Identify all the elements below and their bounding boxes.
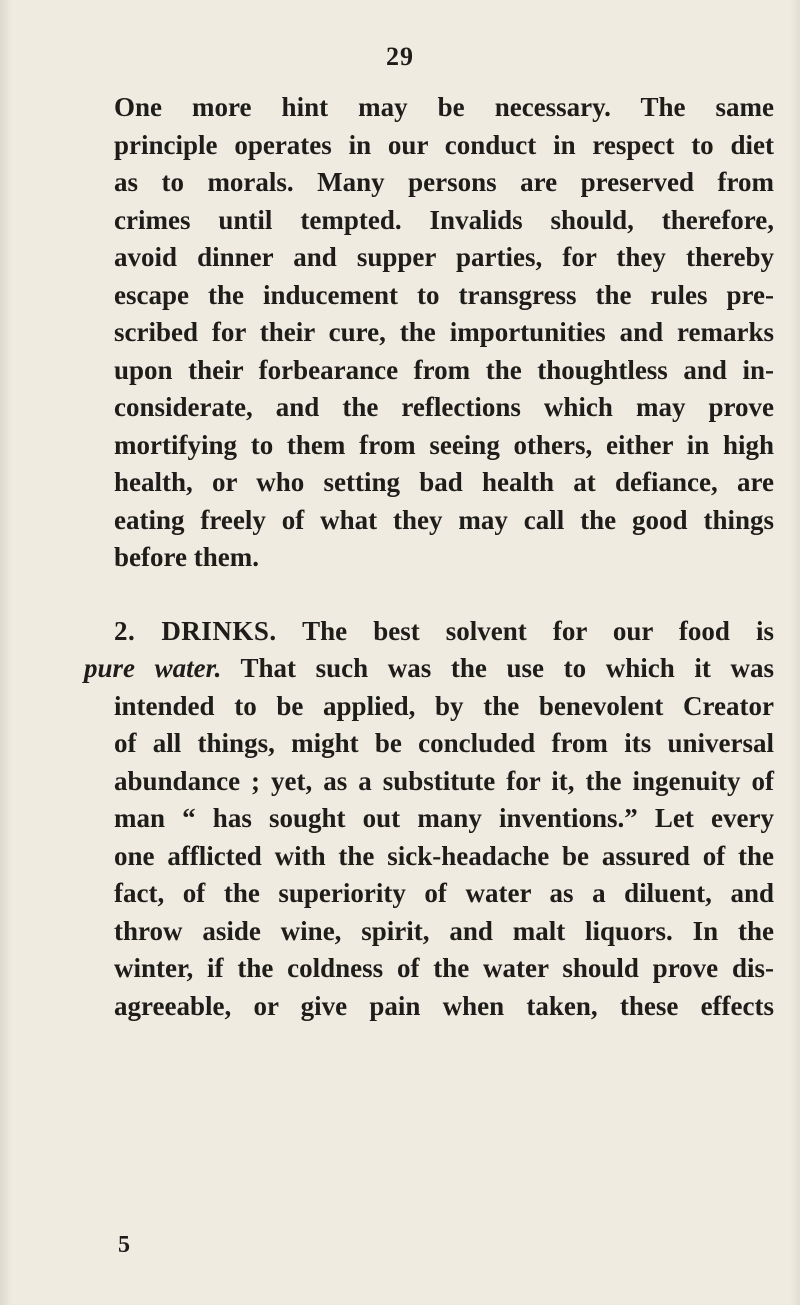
text-line: upon their forbearance from the thoughtless and in- — [114, 354, 774, 385]
text-line: One more hint may be necessary. The same — [114, 92, 774, 122]
text-line: health, or who setting bad health at defiance, are — [114, 467, 774, 497]
text-line: of all things, might be concluded from its universal — [114, 728, 774, 758]
text-line: agreeable, or give pain when taken, these effects — [114, 990, 774, 1021]
text-line: scribed for their cure, the importunities and remarks — [114, 317, 774, 347]
section-heading: DRINKS. — [161, 615, 277, 646]
paragraph-2 — [84, 613, 774, 1026]
text-line: winter, if the coldness of the water should prove dis- — [114, 953, 774, 983]
text-line: principle operates in our conduct in respect to diet — [114, 129, 774, 160]
text-line: crimes until tempted. Invalids should, therefore, — [114, 204, 774, 235]
text-line: eating freely of what they may call the good things — [114, 504, 774, 535]
text-line: throw aside wine, spirit, and malt liquors. In the — [114, 915, 774, 946]
page-edge-shadow — [790, 0, 800, 1305]
text-line: abundance ; yet, as a substitute for it, the ingenuity of — [114, 765, 774, 796]
text-line: considerate, and the reflections which may prove — [114, 392, 774, 422]
body-text — [84, 89, 774, 1025]
text-line: avoid dinner and supper parties, for they thereby — [114, 242, 774, 272]
text-line-heading — [84, 613, 774, 651]
text-line: intended to be applied, by the benevolent Creator — [114, 690, 774, 721]
text-fragment: That such was the use to which it was — [221, 653, 774, 683]
page-number: 29 — [386, 42, 414, 71]
signature-mark: 5 — [118, 1232, 130, 1258]
text-line: one afflicted with the sick-headache be assured of the — [114, 840, 774, 871]
text-line: escape the inducement to transgress the rules pre- — [114, 279, 774, 310]
text-line: before them. — [114, 542, 259, 572]
emphasis-text: pure water. — [84, 653, 222, 683]
section-number: 2. — [114, 615, 136, 646]
page-gutter-shadow — [0, 0, 12, 1305]
text-line: as to morals. Many persons are preserved from — [114, 167, 774, 197]
text-line — [84, 650, 774, 688]
text-line: mortifying to them from seeing others, either in high — [114, 429, 774, 460]
text-line: man “ has sought out many inventions.” Let every — [114, 803, 774, 833]
paragraph-1 — [84, 89, 774, 577]
text-line: fact, of the superiority of water as a diluent, and — [114, 878, 774, 908]
text-fragment: The best solvent for our food is — [276, 615, 774, 646]
